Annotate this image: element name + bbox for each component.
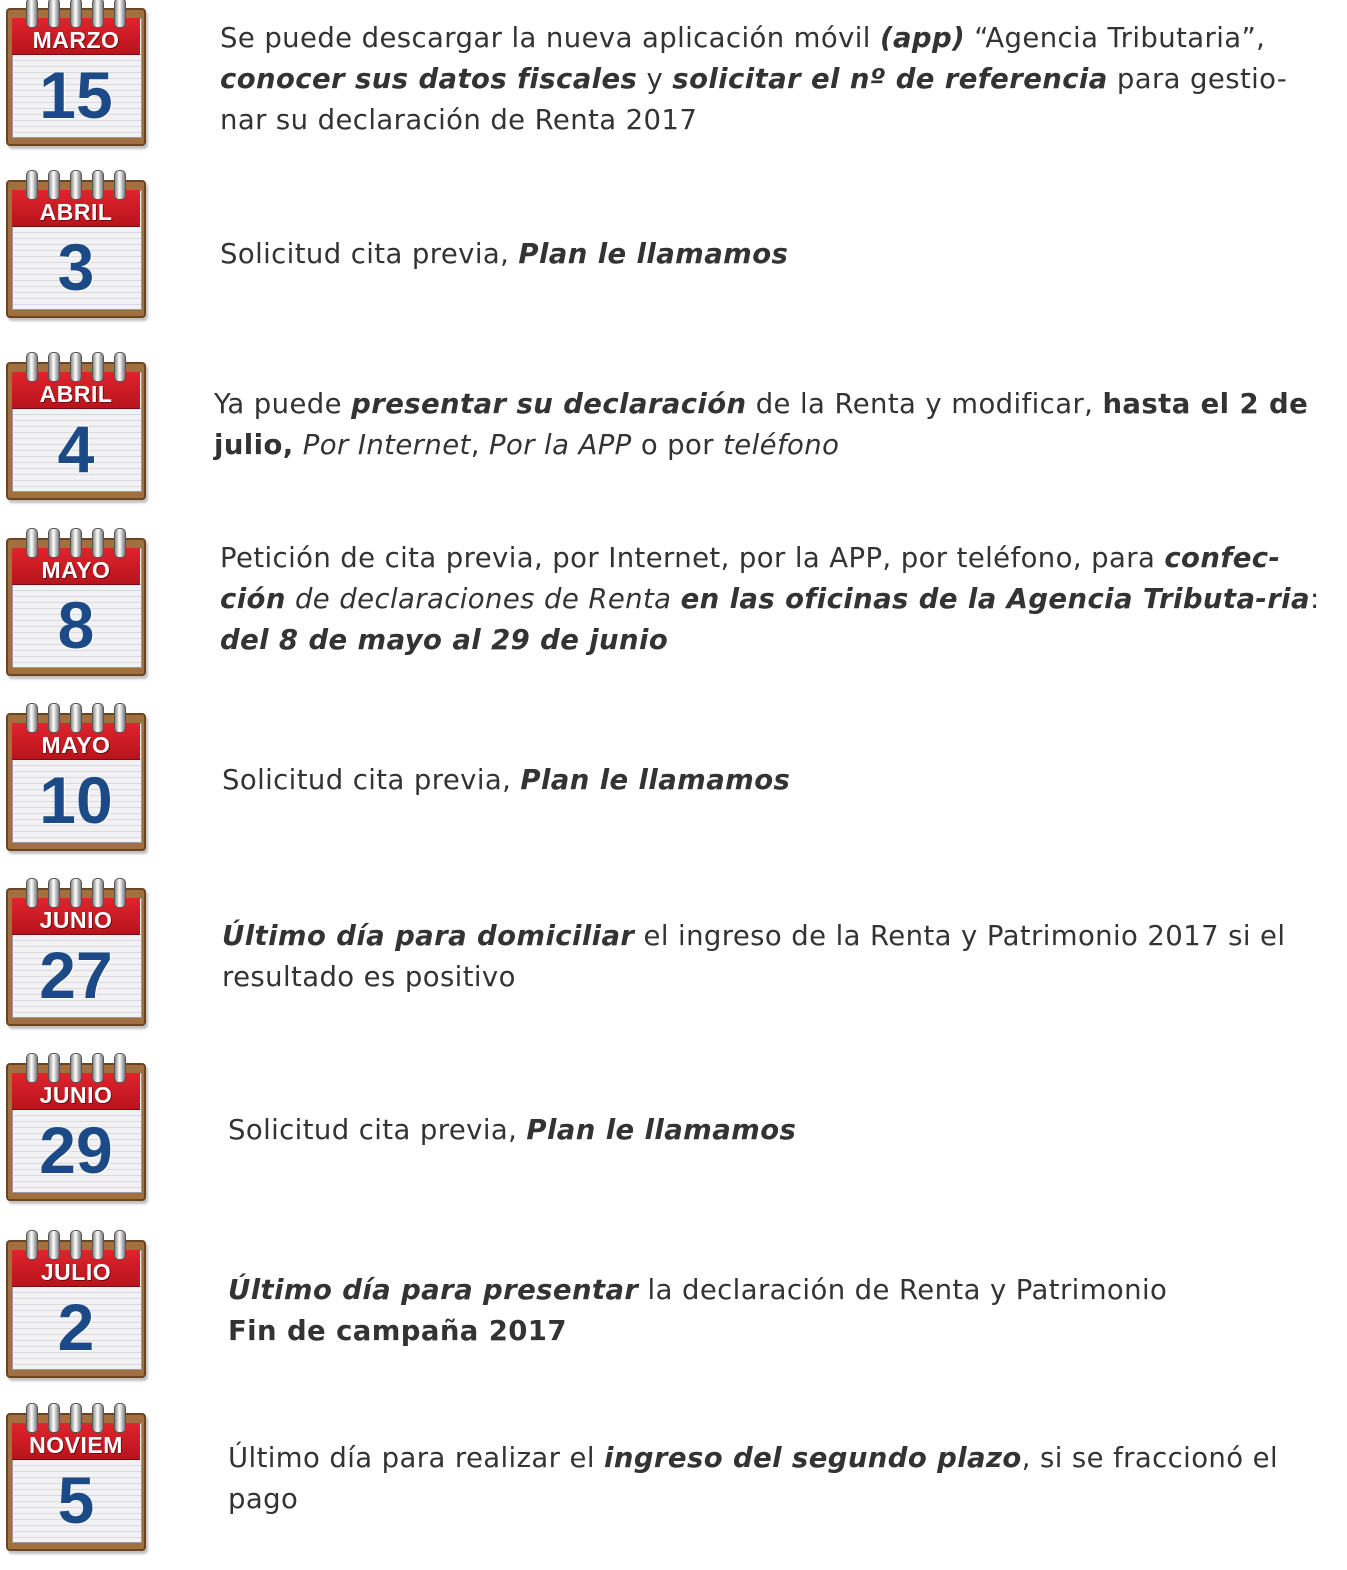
text-run: o por (631, 429, 724, 461)
calendar-icon (6, 1063, 146, 1201)
binder-rings-icon (22, 1053, 132, 1083)
text-run (294, 429, 303, 461)
text-run: la declaración de Renta y Patrimonio (638, 1274, 1168, 1306)
calendar-icon (6, 1413, 146, 1551)
text-run: confec-ción (220, 542, 1281, 615)
binder-rings-icon (22, 1230, 132, 1260)
calendar-icon (6, 180, 146, 318)
text-run: Solicitud cita previa, (220, 238, 519, 270)
calendar-day: 10 (39, 763, 113, 837)
calendar-month: MAYO (41, 732, 111, 758)
calendar-month: MAYO (41, 557, 111, 583)
calendar-month: ABRIL (39, 199, 113, 225)
entry-description (222, 760, 1322, 801)
binder-rings-icon (22, 1403, 132, 1433)
text-run: (app) (880, 22, 966, 54)
calendar-month: MARZO (32, 27, 120, 53)
text-run: “Agencia Tributaria”, (965, 22, 1266, 54)
calendar-month: ABRIL (39, 381, 113, 407)
calendar-icon (6, 538, 146, 676)
text-run: del 8 de mayo al 29 de junio (220, 624, 669, 656)
calendar-day: 4 (57, 412, 95, 486)
binder-rings-icon (22, 0, 132, 28)
calendar-day: 2 (57, 1290, 95, 1364)
calendar-day: 15 (39, 58, 113, 132)
calendar-icon (6, 888, 146, 1026)
binder-rings-icon (22, 703, 132, 733)
text-run: Petición de cita previa, por Internet, por la APP, por teléfono, para (220, 542, 1165, 574)
text-run: Por la APP (489, 429, 632, 461)
text-run: el ingreso de la Renta y Patrimonio 2017 si el resultado es positivo (222, 920, 1286, 993)
binder-rings-icon (22, 528, 132, 558)
text-run: Último día para realizar el (228, 1442, 605, 1474)
text-run: Solicitud cita previa, (222, 764, 521, 796)
text-run: , si se fraccionó el pago (228, 1442, 1278, 1515)
calendar-icon (6, 362, 146, 500)
text-run: , (470, 429, 489, 461)
calendar-icon (6, 713, 146, 851)
entry-description (222, 916, 1322, 998)
calendar-day: 5 (57, 1463, 95, 1537)
text-run: Fin de campaña 2017 (228, 1315, 567, 1347)
calendar-month: JULIO (40, 1259, 112, 1285)
entry-description (228, 1270, 1328, 1352)
calendar-month: JUNIO (39, 907, 113, 933)
calendar-icon (6, 1240, 146, 1378)
entry-description (220, 538, 1320, 661)
binder-rings-icon (22, 352, 132, 382)
text-run: Por Internet (302, 429, 471, 461)
entry-description (220, 234, 1320, 275)
calendar-day: 3 (57, 230, 95, 304)
text-run: hasta el 2 de julio, (214, 388, 1309, 461)
text-run: de la Renta y modificar, (746, 388, 1103, 420)
binder-rings-icon (22, 170, 132, 200)
calendar-day: 8 (57, 588, 95, 662)
text-run: Solicitud cita previa, (228, 1114, 527, 1146)
binder-rings-icon (22, 878, 132, 908)
text-run: solicitar el nº de referencia (672, 63, 1108, 95)
calendar-month: NOVIEM (29, 1432, 123, 1458)
entry-description (228, 1110, 1328, 1151)
text-run: conocer sus datos fiscales (220, 63, 638, 95)
text-run: Último día para presentar (228, 1274, 639, 1306)
text-run: Plan le llamamos (518, 238, 789, 270)
text-run: en las oficinas de la Agencia Tributa-ria (680, 583, 1310, 615)
calendar-icon (6, 8, 146, 146)
text-run: Plan le llamamos (520, 764, 791, 796)
entry-description (220, 18, 1320, 141)
text-run: y (637, 63, 673, 95)
entry-description (214, 384, 1314, 466)
text-run: teléfono (723, 429, 840, 461)
text-run: Ya puede (214, 388, 352, 420)
text-run: para gestio-nar su declaración de Renta 2017 (220, 63, 1288, 136)
text-run: de declaraciones de Renta (285, 583, 681, 615)
calendar-day: 27 (39, 938, 113, 1012)
text-run: Último día para domiciliar (222, 920, 635, 952)
entry-description (228, 1438, 1328, 1520)
text-run: Plan le llamamos (526, 1114, 797, 1146)
calendar-day: 29 (39, 1113, 113, 1187)
calendar-month: JUNIO (39, 1082, 113, 1108)
text-run: presentar su declaración (351, 388, 747, 420)
text-run: : (1309, 583, 1320, 615)
text-run: Se puede descargar la nueva aplicación móvil (220, 22, 880, 54)
text-run: ingreso del segundo plazo (604, 1442, 1022, 1474)
